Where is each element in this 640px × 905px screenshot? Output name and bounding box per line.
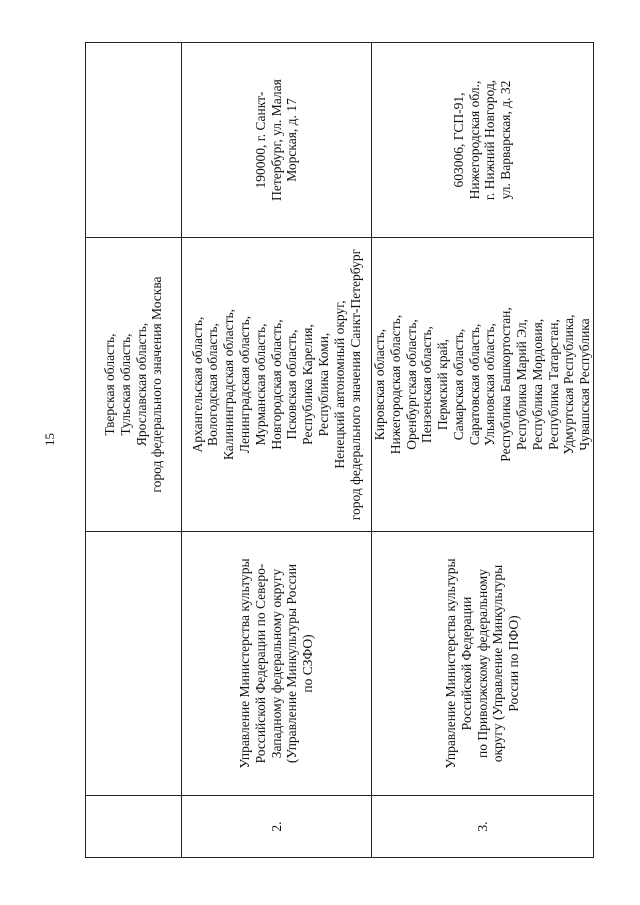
region-line: Вологодская область, [205,323,221,446]
table-row [86,43,182,858]
address-line: 603006, ГСП-91, [450,92,466,188]
address-cell [86,43,182,238]
organization-cell [86,532,182,796]
region-line: Республика Мордовия, [529,318,545,451]
region-line: Республика Башкортостан, [498,307,514,462]
page-number: 15 [42,433,57,446]
address-line: Петербург, ул. Малая [268,79,284,201]
region-line: Мурманская область, [252,323,268,446]
region-line: Самарская область, [450,328,466,441]
region-line: Псковская область, [284,329,300,440]
region-line: Новгородская область, [268,319,284,450]
organization-cell [182,532,372,796]
region-line: Республика Карелия, [300,324,316,445]
regions-cell [372,238,594,532]
regional-offices-table [85,42,594,858]
address-line: г. Нижний Новгород, [482,79,498,201]
row-number-cell [86,796,182,858]
table-row [372,43,594,858]
regions-cell [86,238,182,532]
organization-line: Российской Федерации [458,596,474,731]
region-line: Оренбургская область, [403,319,419,450]
organization-line: России по ПФО) [506,615,522,712]
region-line: город федерального значения Санкт-Петербург [347,248,363,521]
region-line: Чувашская Республика [577,318,593,451]
rotated-page-content [85,43,593,858]
region-line: Пензенская область, [419,326,435,443]
region-line: город федерального значения Москва [149,276,165,493]
region-line: Удмуртская Республика, [561,314,577,455]
organization-line: Управление Министерства культуры [443,558,459,769]
region-line: Ульяновская область, [482,323,498,446]
region-line: Республика Татарстан, [545,319,561,450]
row-number-cell: 3. [372,796,594,858]
address-cell [182,43,372,238]
address-line: ул. Варварская, д. 32 [498,80,514,200]
region-line: Республика Марий Эл, [514,318,530,451]
region-line: Тверская область, [101,333,117,436]
organization-line: округу (Управление Минкультуры [490,564,506,763]
organization-line: по СЗФО) [300,634,316,693]
region-line: Калининградская область, [221,308,237,461]
organization-line: (Управление Минкультуры России [284,563,300,764]
table-row [182,43,372,858]
row-number-cell: 2. [182,796,372,858]
region-line: Республика Коми, [315,332,331,437]
organization-line: по Приволжскому федеральному [474,569,490,758]
regions-cell [182,238,372,532]
region-line: Саратовская область, [466,323,482,446]
region-line: Ярославская область, [133,322,149,447]
region-line: Архангельская область, [189,316,205,453]
region-line: Тульская область, [117,333,133,436]
organization-line: Западному федеральному округу [268,568,284,759]
address-line: 190000, г. Санкт- [252,91,268,189]
address-line: Морская, д. 17 [284,98,300,182]
region-line: Нижегородская область, [387,314,403,455]
address-line: Нижегородская обл., [466,80,482,200]
address-cell [372,43,594,238]
organization-cell [372,532,594,796]
region-line: Ненецкий автономный округ, [331,300,347,469]
region-line: Кировская область, [372,328,387,441]
region-line: Ленинградская область, [237,315,253,454]
organization-line: Управление Министерства культуры [237,558,253,769]
region-line: Пермский край, [435,338,451,431]
organization-line: Российской Федерации по Северо- [252,563,268,764]
